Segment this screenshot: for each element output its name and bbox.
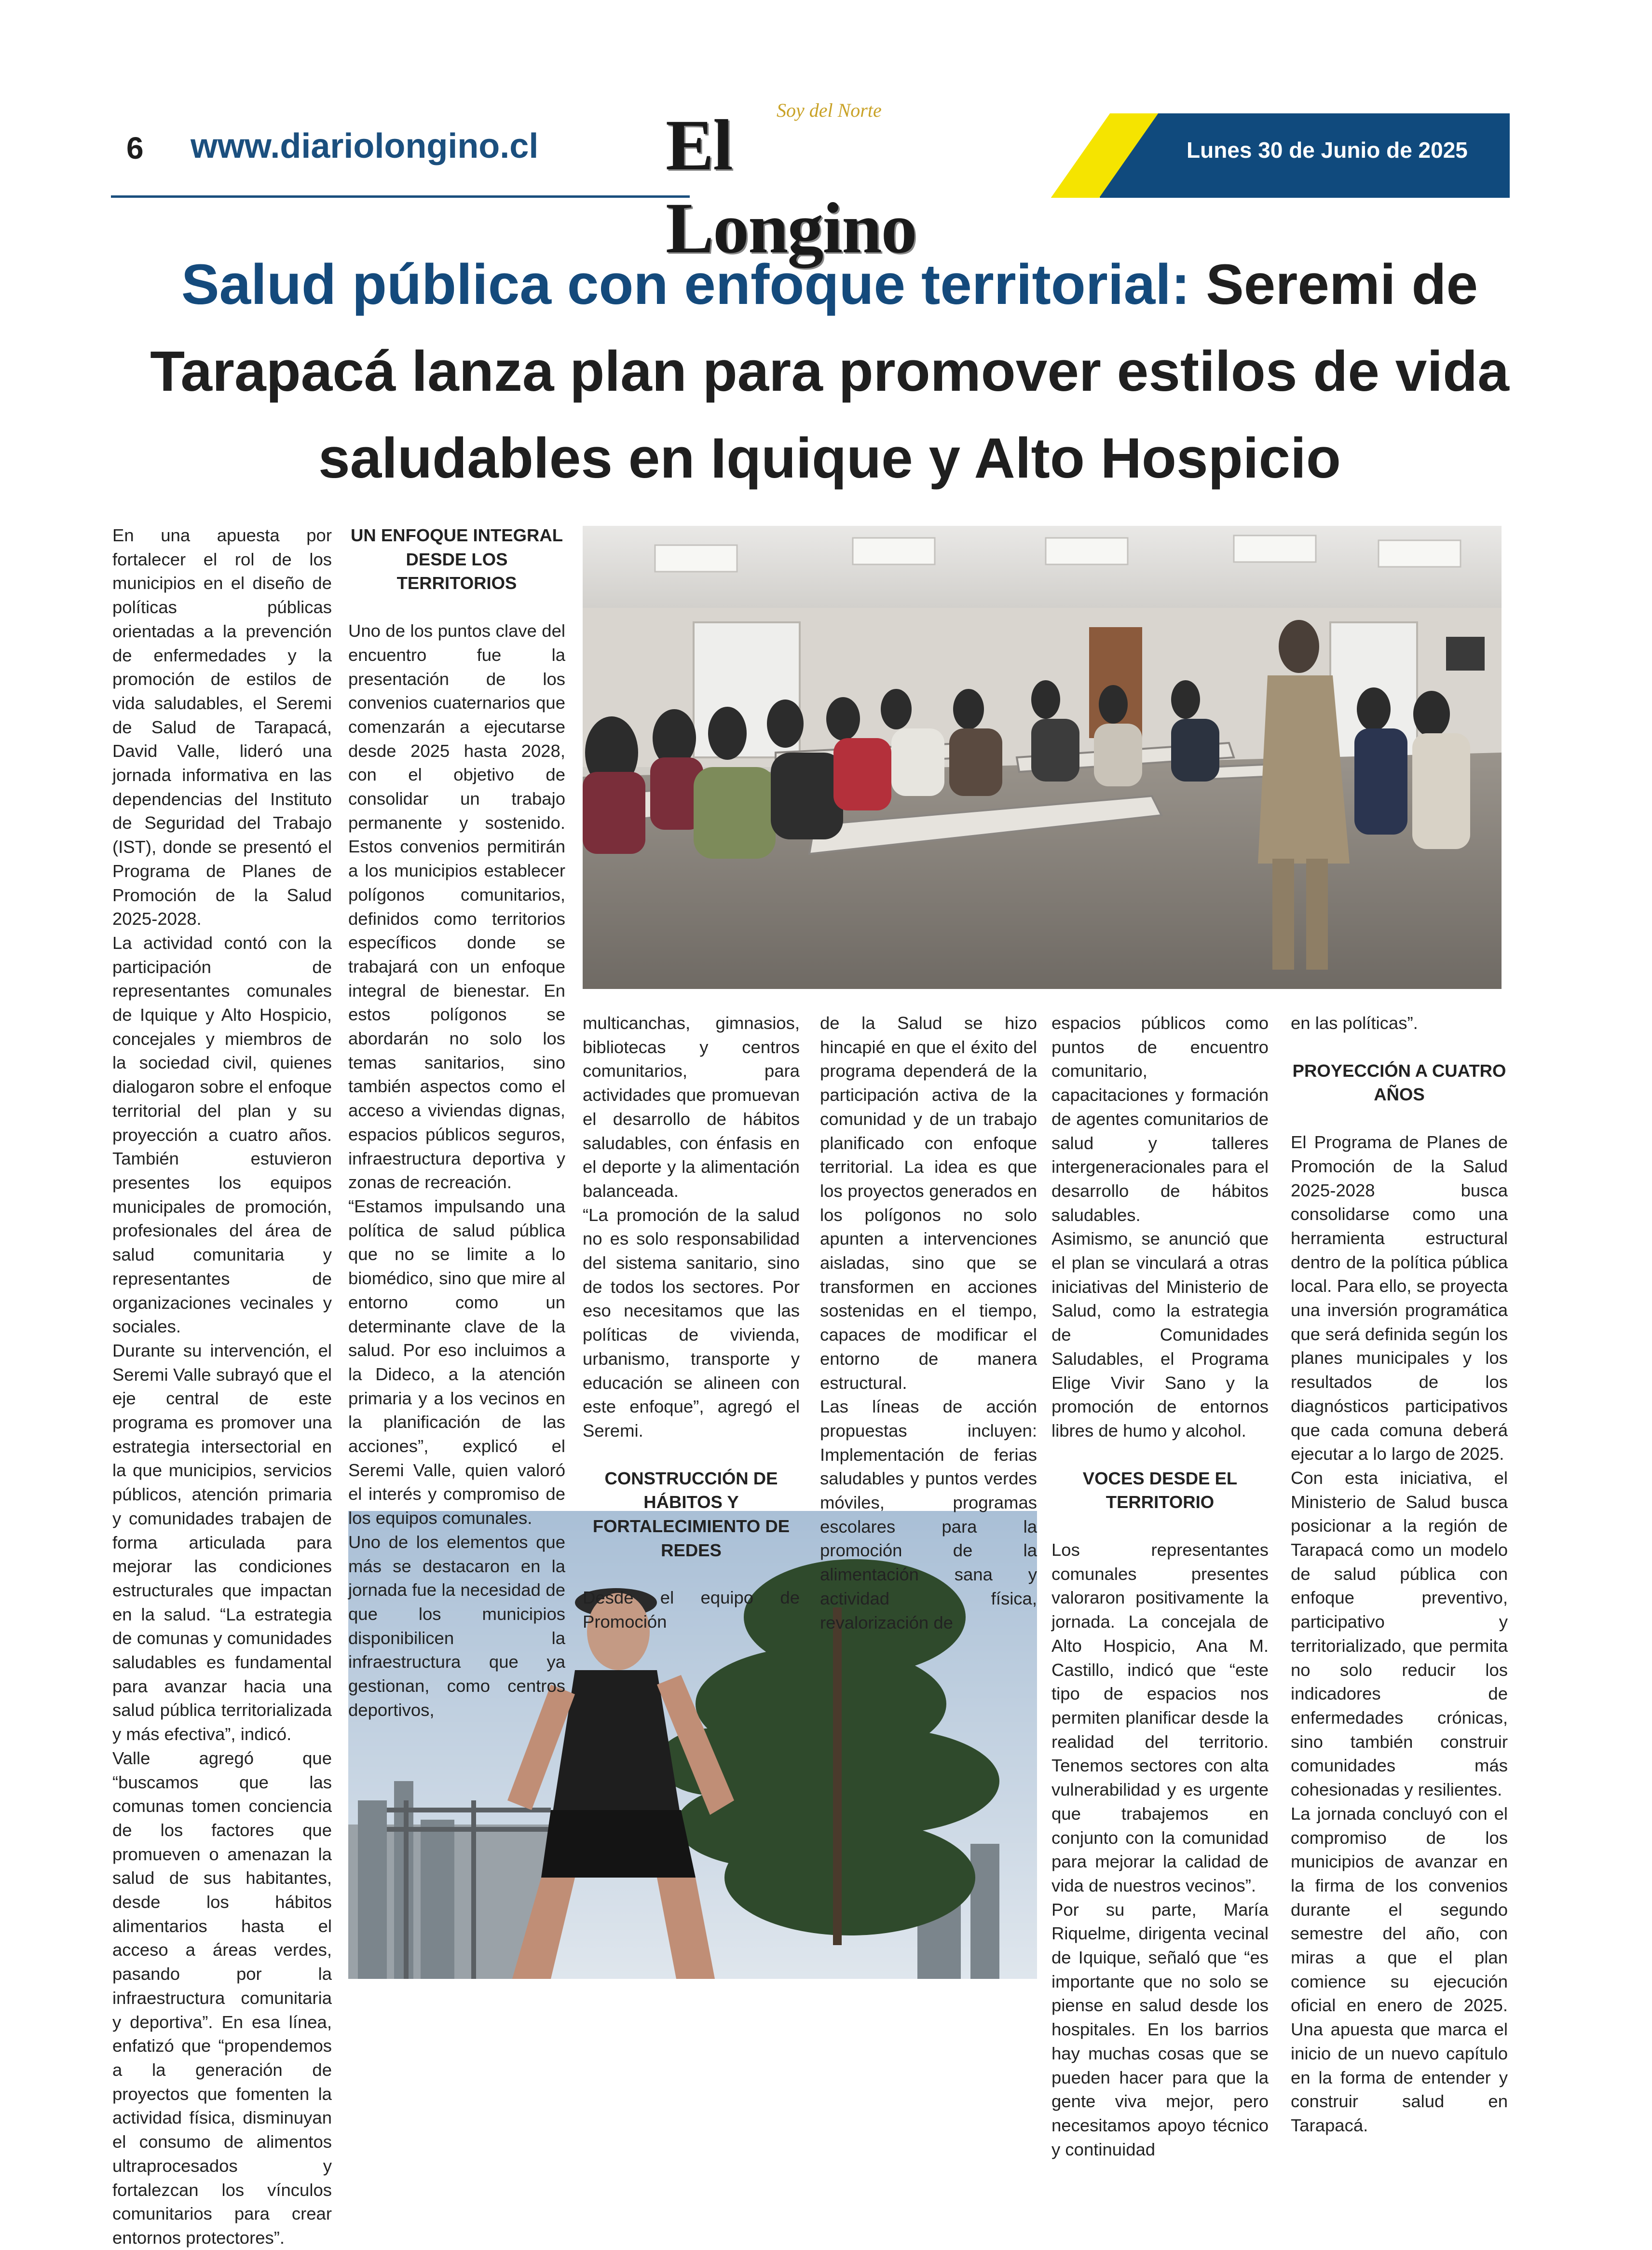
- subheading-voces-territorio: VOCES DESDE EL TERRITORIO: [1082, 1468, 1238, 1512]
- headline-kicker: Salud pública con enfoque territorial:: [181, 253, 1190, 316]
- article-column-4: [820, 1011, 1037, 1634]
- paragraph: Valle agregó que “buscamos que las comunas tomen conciencia de los factores que promueven o amenazan la salud de sus habitantes, desde los hábitos alimentarios hasta el acceso a áreas verdes, pasando por la infraestructura comunitaria y deportiva”. En esa línea, enfatizó que “propendemos a la generación de proyectos que fomenten la actividad física, disminuyan el consumo de alimentos ultraprocesados y fortalezcan los vínculos comunitarios para crear entornos protectores”.: [112, 1748, 332, 2248]
- headline-line-1: [87, 241, 1572, 328]
- paragraph: Uno de los puntos clave del encuentro fue la presentación de los convenios cuaternarios que comenzarán a ejecutarse desde 2025 hasta 2028, con el objetivo de consolidar un trabajo permanente y sostenido. Estos convenios permitirán a los municipios establecer polígonos comunitarios, definidos como territorios específicos donde se trabajará con un enfoque integral de bienestar. En estos polígonos se abordarán no solo los temas sanitarios, sino también aspectos como el acceso a viviendas dignas, espacios públicos seguros, infraestructura deportiva y zonas de recreación.: [348, 621, 565, 1193]
- paragraph: Uno de los elementos que más se destacaron en la jornada fue la necesidad de que los municipios disponibilicen la infraestructura que ya gestionan, como centros deportivos,: [348, 1532, 565, 1720]
- paragraph: espacios públicos como puntos de encuentro comunitario, capacitaciones y formación de agentes comunitarios de salud y talleres intergeneracionales para el desarrollo de hábitos saludables.: [1051, 1013, 1269, 1225]
- paragraph: Asimismo, se anunció que el plan se vinculará a otras iniciativas del Ministerio de Salud, como la estrategia de Comunidades Saludables, el Programa Elige Vivir Sano y la promoción de entornos libres de humo y alcohol.: [1051, 1229, 1269, 1441]
- paragraph: multicanchas, gimnasios, bibliotecas y centros comunitarios, para actividades que promuevan el desarrollo de hábitos saludables, con énfasis en el deporte y la alimentación balanceada.: [583, 1013, 800, 1201]
- issue-date: Lunes 30 de Junio de 2025: [1187, 137, 1468, 163]
- headline-line-3: saludables en Iquique y Alto Hospicio: [318, 426, 1341, 490]
- paragraph: La jornada concluyó con el compromiso de los municipios de avanzar en la firma de los convenios durante el segundo semestre del año, con miras a que el plan comience su ejecución oficial en enero de 2025. Una apuesta que marca el inicio de un nuevo capítulo en la forma de entender y construir salud en Tarapacá.: [1291, 1803, 1508, 2135]
- headline-line-2: Tarapacá lanza plan para promover estilos de vida: [150, 340, 1509, 403]
- subheading-line: DESDE LOS TERRITORIOS: [396, 549, 517, 593]
- website-link[interactable]: www.diariolongino.cl: [191, 127, 539, 165]
- paragraph: “La promoción de la salud no es solo responsabilidad del sistema sanitario, sino de todos los sectores. Por eso necesitamos que las políticas de vivienda, urbanismo, transporte y educación se alineen con este enfoque”, agregó el Seremi.: [583, 1205, 800, 1441]
- subheading-line: UN ENFOQUE INTEGRAL: [350, 525, 563, 545]
- paragraph: Desde el equipo de Promoción: [583, 1588, 800, 1632]
- article-column-1: [112, 523, 332, 2250]
- subheading-line: FORTALECIMIENTO DE REDES: [592, 1516, 790, 1560]
- newspaper-logo[interactable]: [661, 99, 998, 268]
- article-column-5: [1051, 1011, 1269, 2161]
- logo-tagline: Soy del Norte: [777, 99, 882, 121]
- paragraph: La actividad contó con la participación de representantes comunales de Iquique y Alto Hospicio, concejales y miembros de la sociedad civil, quienes dialogaron sobre el enfoque territorial del plan y su proyección a cuatro años. También estuvieron presentes los equipos municipales de promoción, profesionales del área de salud comunitaria y representantes de organizaciones vecinales y sociales.: [112, 933, 332, 1337]
- subheading-construccion-habitos: [583, 1467, 800, 1563]
- meeting-photo: [583, 526, 1502, 989]
- paragraph: en las políticas”.: [1291, 1013, 1418, 1033]
- subheading-proyeccion: PROYECCIÓN A CUATRO AÑOS: [1292, 1060, 1506, 1105]
- article-column-3: [583, 1011, 800, 1634]
- article-column-2: [348, 523, 565, 1722]
- headline: [87, 241, 1572, 502]
- header-rule: [111, 195, 690, 198]
- page-number: 6: [126, 131, 144, 165]
- article-column-6: [1291, 1011, 1508, 2138]
- paragraph: “Estamos impulsando una política de salud pública que no se limite a lo biomédico, sino que mire al entorno como un determinante clave de la salud. Por eso incluimos a la Dideco, a la atención primaria y a los vecinos en la planificación de las acciones”, explicó el Seremi Valle, quien valoró el interés y compromiso de los equipos comunales.: [348, 1196, 565, 1528]
- paragraph: En una apuesta por fortalecer el rol de los municipios en el diseño de políticas públicas orientadas a la prevención de enfermedades y la promoción de estilos de vida saludables, el Seremi de Salud de Tarapacá, David Valle, lideró una jornada informativa en las dependencias del Instituto de Seguridad del Trabajo (IST), donde se presentó el Programa de Planes de Promoción de la Salud 2025-2028.: [112, 525, 332, 929]
- paragraph: de la Salud se hizo hincapié en que el éxito del programa dependerá de la participación activa de la comunidad y de un trabajo planificado con enfoque territorial. La idea es que los proyectos generados en los polígonos no solo apunten a intervenciones aisladas, sino que se transformen en acciones sostenidas en el tiempo, capaces de modificar el entorno de manera estructural.: [820, 1013, 1037, 1393]
- subheading-enfoque-integral: [348, 523, 565, 595]
- paragraph: Por su parte, María Riquelme, dirigenta vecinal de Iquique, señaló que “es importante que no solo se piense en salud desde los hospitales. En los barrios hay muchas cosas que se pueden hacer para que la gente viva mejor, pero necesitamos apoyo técnico y continuidad: [1051, 1899, 1269, 2159]
- headline-line-1-rest: Seremi de: [1206, 253, 1478, 316]
- paragraph: El Programa de Planes de Promoción de la Salud 2025-2028 busca consolidarse como una herramienta estructural dentro de la política pública local. Para ello, se proyecta una inversión programática que será definida según los planes municipales y los resultados de los diagnósticos participativos que cada comuna deberá ejecutar a lo largo de 2025.: [1291, 1132, 1508, 1464]
- subheading-line: CONSTRUCCIÓN DE HÁBITOS Y: [604, 1468, 778, 1512]
- paragraph: Con esta iniciativa, el Ministerio de Salud busca posicionar a la región de Tarapacá como un modelo de salud pública con enfoque preventivo, participativo y territorializado, que permita no solo reducir los indicadores de enfermedades crónicas, sino también construir comunidades más cohesionadas y resilientes.: [1291, 1468, 1508, 1800]
- paragraph: Los representantes comunales presentes valoraron positivamente la jornada. La concejala de Alto Hospicio, Ana M. Castillo, indicó que “este tipo de espacios nos permiten planificar desde la realidad del territorio. Tenemos sectores con alta vulnerabilidad y es urgente que trabajemos en conjunto con la comunidad para mejorar la calidad de vida de nuestros vecinos”.: [1051, 1540, 1269, 1895]
- paragraph: Durante su intervención, el Seremi Valle subrayó que el eje central de este programa es promover una estrategia intersectorial en la que municipios, servicios públicos, atención primaria y comunidades trabajen de forma articulada para mejorar las condiciones estructurales que impactan en la salud. “La estrategia de comunas y comunidades saludables es fundamental para avanzar hacia una salud pública territorializada y más efectiva”, indicó.: [112, 1340, 332, 1744]
- paragraph: Las líneas de acción propuestas incluyen: Implementación de ferias saludables y puntos verdes móviles, programas escolares para la promoción de la alimentación sana y actividad física, revalorización de: [820, 1397, 1037, 1633]
- logo-name: El Longino: [666, 105, 916, 268]
